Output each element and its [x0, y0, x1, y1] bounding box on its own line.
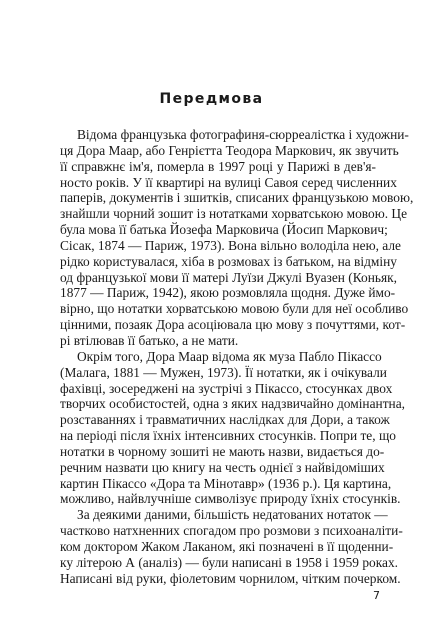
text-line: частково натхненних спогадом про розмови з психоаналіти- — [60, 523, 403, 539]
text-line: носто років. У її квартирі на вулиці Савоя серед численних — [60, 174, 397, 190]
text-line: ця Дора Маар, або Генрієтта Теодора Маркович, як звучить — [60, 142, 399, 158]
paragraph-3 — [60, 507, 403, 586]
text-line: Відома французька фотографиня-сюрреалістка і художни- — [77, 127, 409, 142]
text-line: вірно, що нотатки хорватською мовою були для неї особливо — [60, 301, 409, 317]
text-line: рі втілював її батько, а не мати. — [60, 332, 239, 348]
text-line: рідко користувалася, хіба в розмовах із батьком, на відміну — [60, 253, 397, 269]
body-text — [60, 127, 414, 586]
text-line: можливо, найвлучніше символізує природу їхніх стосунків. — [60, 491, 401, 507]
text-line: знайшли чорний зошит із нотатками хорватською мовою. Це — [60, 206, 408, 222]
text-line: За деякими даними, більшість недатованих нотаток — — [77, 507, 388, 523]
page-number: 7 — [373, 589, 380, 602]
paragraph-2 — [60, 348, 406, 507]
text-line: Окрім того, Дора Маар відома як муза Пабло Пікассо — [77, 348, 382, 364]
text-line: 1877 — Париж, 1942), якою розмовляла щодня. Дуже ймо- — [60, 285, 396, 301]
text-line: на періоді після їхніх інтенсивних стосунків. Попри те, що — [60, 428, 396, 444]
text-line: розставаннях і травматичних наслідках для Дори, а також — [60, 412, 390, 428]
text-line: фахівці, зосереджені на зустрічі з Пікассо, стосунках двох — [60, 380, 393, 396]
text-line: речним назвати цю книгу на честь однієї з найвідоміших — [60, 459, 385, 475]
text-line: була мова її батька Йозефа Марковича (Йосип Маркович; — [60, 222, 388, 238]
text-line: нотатки в чорному зошиті не мають назви, видається до- — [60, 443, 385, 459]
text-line: паперів, документів і зшитків, списаних французькою мовою, — [60, 190, 414, 206]
paragraph-1 — [60, 127, 414, 349]
text-line: цінними, позаяк Дора асоціювала цю мову з почуттями, кот- — [60, 317, 406, 333]
text-line: од французької мови її матері Луїзи Джулі Вуазен (Коньяк, — [60, 269, 398, 285]
text-line: картин Пікассо «Дора та Мінотавр» (1936 р.). Ця картина, — [60, 475, 392, 491]
text-line: Сісак, 1874 — Париж, 1973). Вона вільно володіла нею, але — [60, 237, 401, 253]
text-line: ку літерою А (аналіз) — були написані в 1958 і 1959 роках. — [60, 554, 399, 570]
text-line: творчих особистостей, одна з яких надзвичайно домінантна, — [60, 396, 406, 412]
text-line: Написані від руки, фіолетовим чорнилом, чітким почерком. — [60, 570, 401, 586]
text-line: (Малага, 1881 — Мужен, 1973). Її нотатки, як і очікували — [60, 364, 387, 380]
text-line: ком доктором Жаком Лаканом, які позначені в її щоденни- — [60, 538, 394, 554]
chapter-heading: Передмова — [159, 91, 264, 107]
text-line: її справжнє ім'я, померла в 1997 році у Парижі в дев'я- — [60, 158, 376, 174]
